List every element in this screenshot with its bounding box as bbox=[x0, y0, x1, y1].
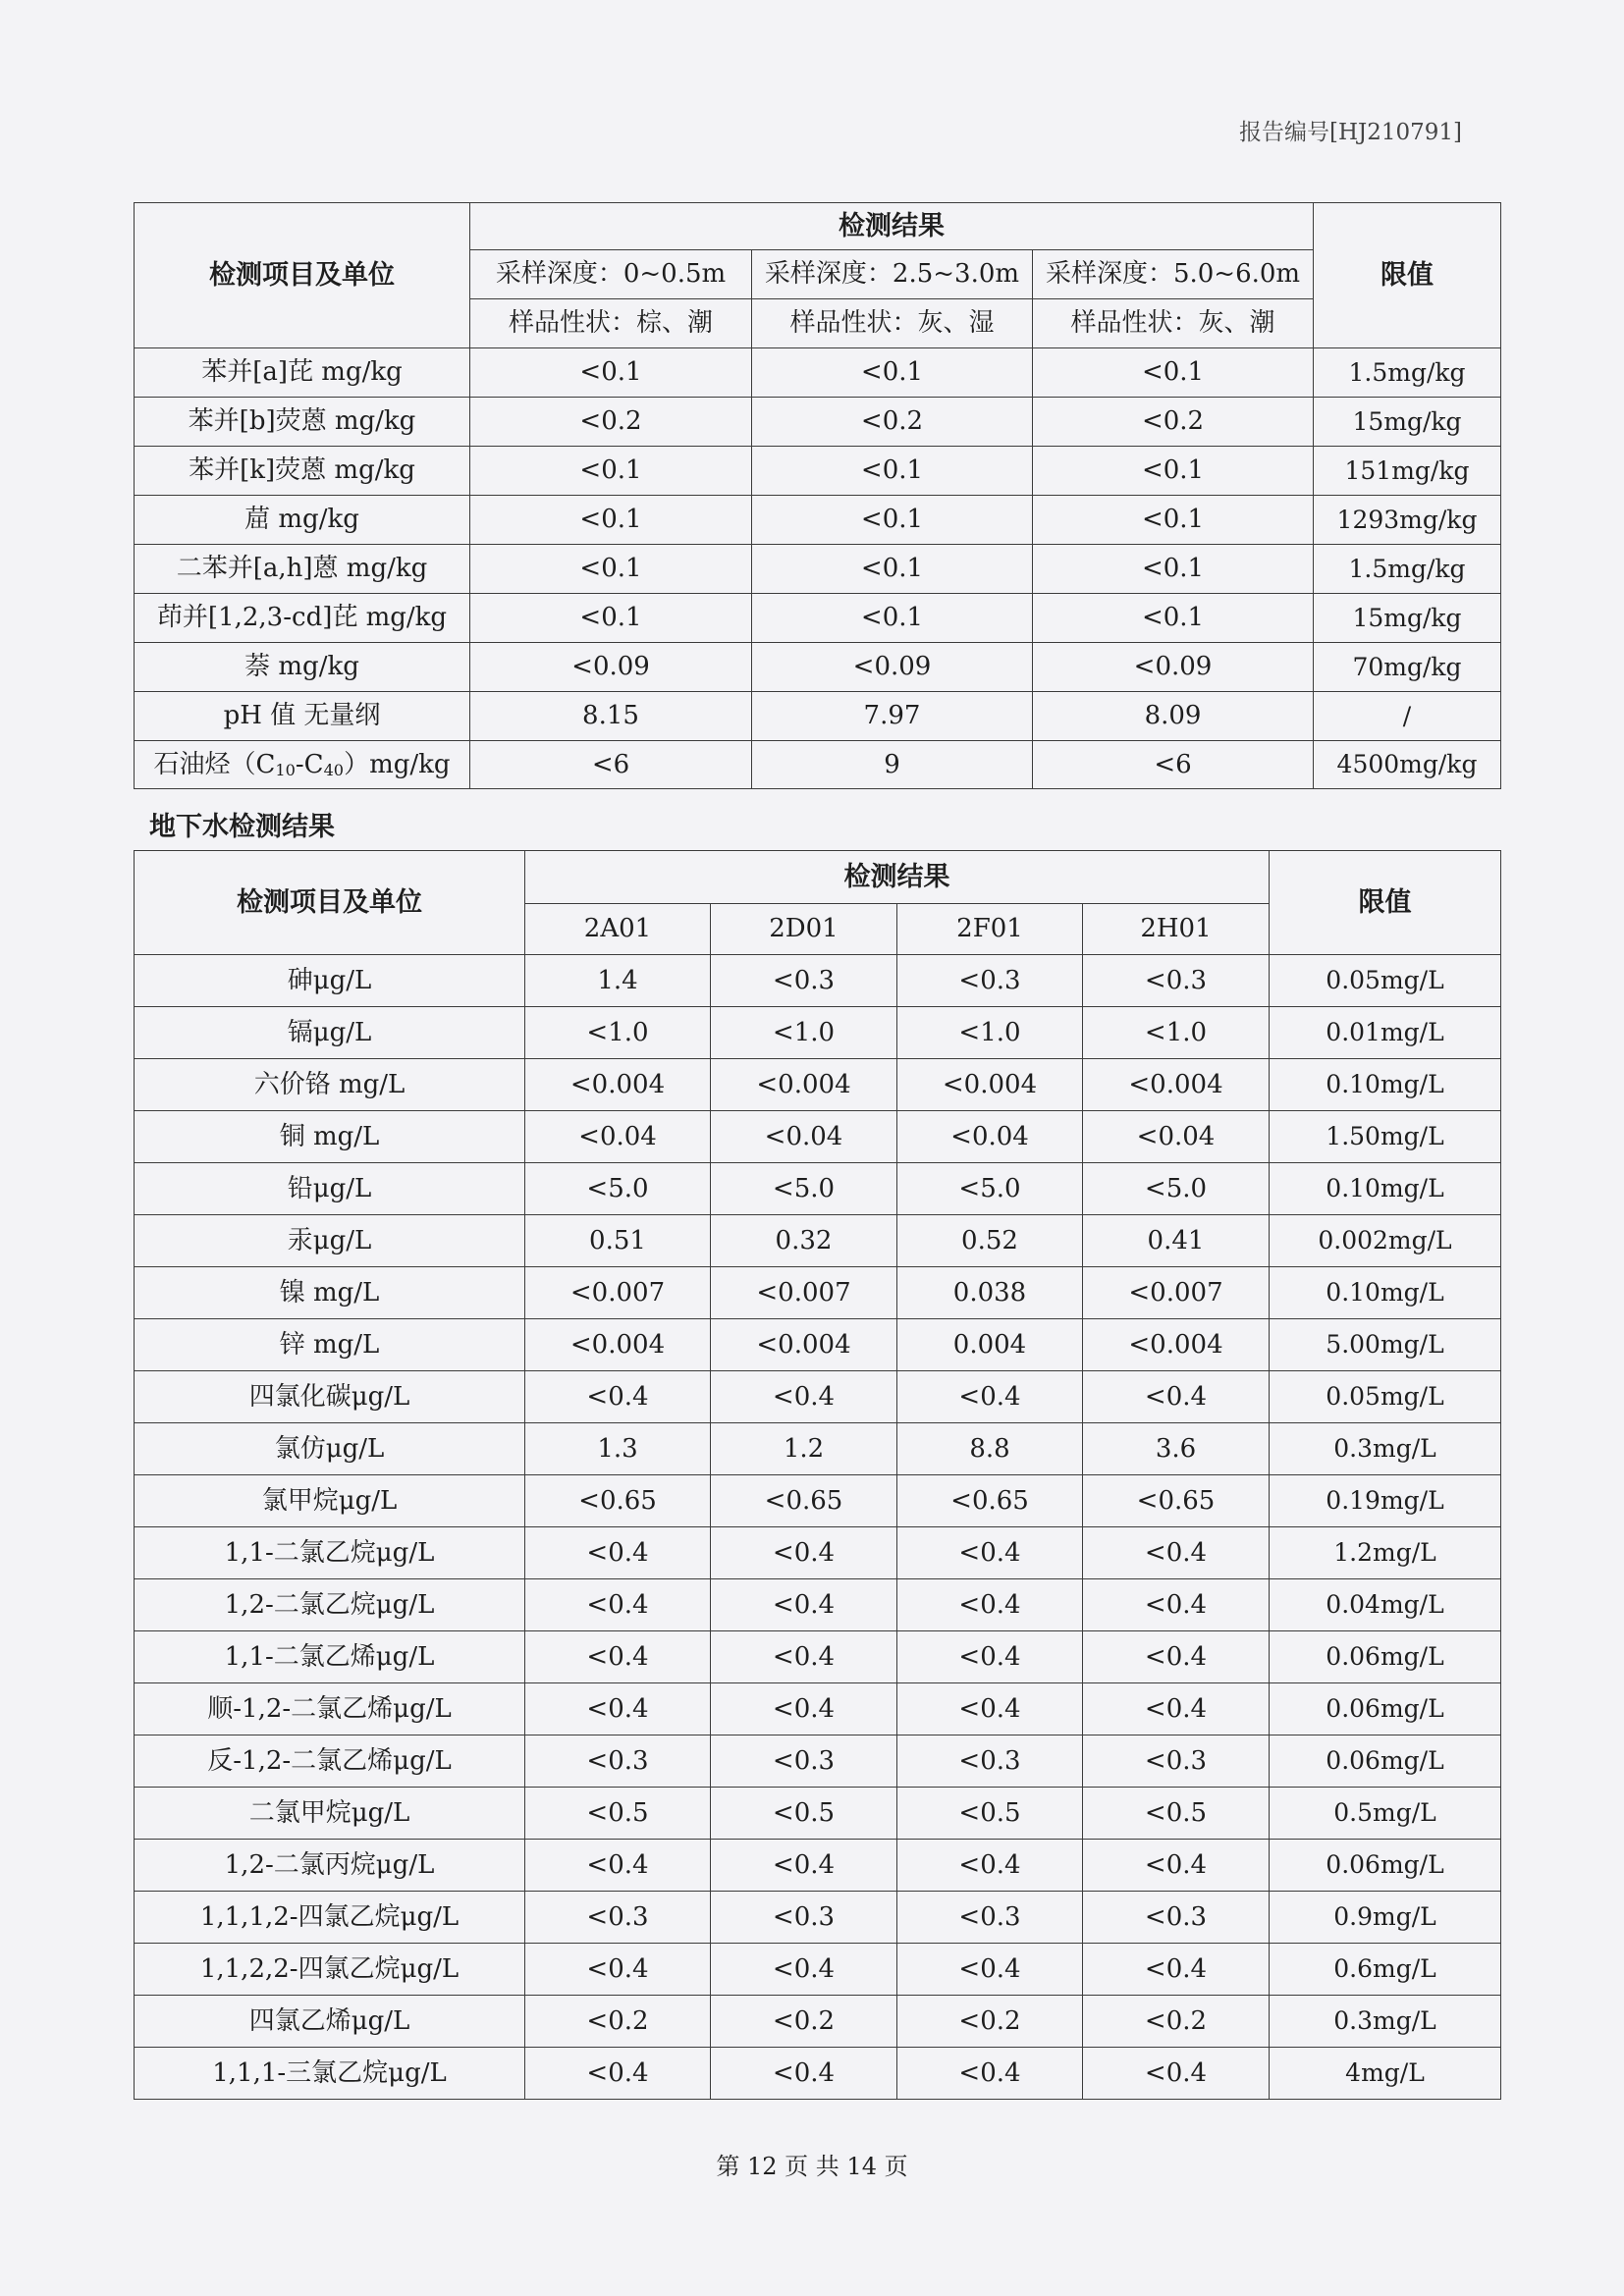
value-cell: <0.4 bbox=[711, 1944, 897, 1996]
sample-state-cell: 样品性状：棕、潮 bbox=[470, 299, 752, 348]
value-cell: 1.3 bbox=[525, 1423, 711, 1475]
value-cell: <0.1 bbox=[752, 594, 1033, 643]
table-row bbox=[135, 1059, 1501, 1111]
value-cell: <0.2 bbox=[711, 1996, 897, 2048]
value-cell: <0.3 bbox=[897, 1892, 1083, 1944]
item-cell: 1,1,2,2-四氯乙烷μg/L bbox=[135, 1944, 525, 1996]
limit-cell: 0.5mg/L bbox=[1270, 1788, 1501, 1840]
item-cell: 四氯乙烯μg/L bbox=[135, 1996, 525, 2048]
value-cell: <5.0 bbox=[711, 1163, 897, 1215]
limit-cell: 5.00mg/L bbox=[1270, 1319, 1501, 1371]
limit-cell: 1.2mg/L bbox=[1270, 1527, 1501, 1579]
limit-cell: 15mg/kg bbox=[1314, 398, 1501, 447]
value-cell: <0.65 bbox=[1083, 1475, 1270, 1527]
value-cell: <5.0 bbox=[897, 1163, 1083, 1215]
value-cell: <0.3 bbox=[897, 955, 1083, 1007]
value-cell: 8.09 bbox=[1033, 692, 1314, 741]
limit-cell: 15mg/kg bbox=[1314, 594, 1501, 643]
value-cell: <0.4 bbox=[1083, 1579, 1270, 1631]
item-cell: 镍 mg/L bbox=[135, 1267, 525, 1319]
item-cell: 1,1-二氯乙烷μg/L bbox=[135, 1527, 525, 1579]
table-row bbox=[135, 1944, 1501, 1996]
item-cell: 1,2-二氯乙烷μg/L bbox=[135, 1579, 525, 1631]
value-cell: <0.4 bbox=[525, 2048, 711, 2100]
value-cell: <1.0 bbox=[1083, 1007, 1270, 1059]
result-header: 检测结果 bbox=[525, 851, 1270, 904]
table-row bbox=[135, 692, 1501, 741]
value-cell: <0.4 bbox=[525, 1683, 711, 1735]
value-cell: 1.4 bbox=[525, 955, 711, 1007]
item-cell: 铜 mg/L bbox=[135, 1111, 525, 1163]
item-cell: 茚并[1,2,3-cd]芘 mg/kg bbox=[135, 594, 470, 643]
limit-cell: 0.19mg/L bbox=[1270, 1475, 1501, 1527]
value-cell: <0.2 bbox=[752, 398, 1033, 447]
value-cell: <0.4 bbox=[897, 2048, 1083, 2100]
value-cell: <0.1 bbox=[470, 348, 752, 398]
item-cell: 镉μg/L bbox=[135, 1007, 525, 1059]
item-cell: 铅μg/L bbox=[135, 1163, 525, 1215]
value-cell: <0.4 bbox=[711, 1840, 897, 1892]
item-unit-header: 检测项目及单位 bbox=[135, 203, 470, 348]
page-footer: 第 12 页 共 14 页 bbox=[716, 2153, 908, 2180]
value-cell: <0.007 bbox=[525, 1267, 711, 1319]
table-row bbox=[135, 955, 1501, 1007]
value-cell: <0.5 bbox=[711, 1788, 897, 1840]
item-unit-header: 检测项目及单位 bbox=[135, 851, 525, 955]
result-header: 检测结果 bbox=[470, 203, 1314, 250]
value-cell: <0.4 bbox=[1083, 1527, 1270, 1579]
value-cell: <0.2 bbox=[470, 398, 752, 447]
limit-cell: 0.06mg/L bbox=[1270, 1840, 1501, 1892]
value-cell: <0.1 bbox=[1033, 496, 1314, 545]
table-row bbox=[135, 348, 1501, 398]
item-cell: 锌 mg/L bbox=[135, 1319, 525, 1371]
value-cell: 8.8 bbox=[897, 1423, 1083, 1475]
value-cell: <0.4 bbox=[897, 1579, 1083, 1631]
item-cell: 1,1,1-三氯乙烷μg/L bbox=[135, 2048, 525, 2100]
value-cell: <0.3 bbox=[1083, 1892, 1270, 1944]
value-cell: <5.0 bbox=[525, 1163, 711, 1215]
value-cell: <0.09 bbox=[1033, 643, 1314, 692]
value-cell: <0.3 bbox=[711, 1735, 897, 1788]
table-row bbox=[135, 447, 1501, 496]
limit-cell: 0.3mg/L bbox=[1270, 1423, 1501, 1475]
groundwater-results-table bbox=[134, 850, 1501, 2100]
value-cell: 3.6 bbox=[1083, 1423, 1270, 1475]
item-cell: 1,1,1,2-四氯乙烷μg/L bbox=[135, 1892, 525, 1944]
limit-cell: 0.9mg/L bbox=[1270, 1892, 1501, 1944]
tph-label-pre: 石油烃（C bbox=[153, 749, 276, 779]
tph-carbon-end: 40 bbox=[323, 760, 345, 779]
table-row bbox=[135, 1892, 1501, 1944]
table-row bbox=[135, 1840, 1501, 1892]
item-cell: 砷μg/L bbox=[135, 955, 525, 1007]
table-row bbox=[135, 496, 1501, 545]
value-cell: 1.2 bbox=[711, 1423, 897, 1475]
value-cell: <0.1 bbox=[1033, 348, 1314, 398]
value-cell: <0.1 bbox=[470, 545, 752, 594]
table-row bbox=[135, 1683, 1501, 1735]
value-cell: <0.5 bbox=[1083, 1788, 1270, 1840]
item-cell: 二氯甲烷μg/L bbox=[135, 1788, 525, 1840]
value-cell: <0.004 bbox=[711, 1319, 897, 1371]
limit-header: 限值 bbox=[1314, 203, 1501, 348]
value-cell: <0.4 bbox=[1083, 1371, 1270, 1423]
value-cell: <0.4 bbox=[525, 1631, 711, 1683]
limit-cell: 0.6mg/L bbox=[1270, 1944, 1501, 1996]
limit-cell: 0.002mg/L bbox=[1270, 1215, 1501, 1267]
value-cell: <0.1 bbox=[1033, 545, 1314, 594]
limit-cell: / bbox=[1314, 692, 1501, 741]
value-cell: <0.09 bbox=[470, 643, 752, 692]
soil-results-table bbox=[134, 202, 1501, 789]
table-row bbox=[135, 1215, 1501, 1267]
value-cell: <0.04 bbox=[525, 1111, 711, 1163]
value-cell: 0.004 bbox=[897, 1319, 1083, 1371]
item-cell: 䓛 mg/kg bbox=[135, 496, 470, 545]
value-cell: <0.2 bbox=[1083, 1996, 1270, 2048]
table-row bbox=[135, 1735, 1501, 1788]
value-cell: <0.04 bbox=[1083, 1111, 1270, 1163]
value-cell: <1.0 bbox=[897, 1007, 1083, 1059]
value-cell: <0.4 bbox=[897, 1371, 1083, 1423]
value-cell: <0.2 bbox=[1033, 398, 1314, 447]
value-cell: <0.4 bbox=[1083, 1944, 1270, 1996]
item-cell: 氯仿μg/L bbox=[135, 1423, 525, 1475]
value-cell: 9 bbox=[752, 741, 1033, 789]
limit-cell: 1.5mg/kg bbox=[1314, 545, 1501, 594]
tph-label-mid: -C bbox=[295, 749, 324, 779]
item-cell: 四氯化碳μg/L bbox=[135, 1371, 525, 1423]
value-cell: <0.4 bbox=[525, 1371, 711, 1423]
limit-cell: 0.10mg/L bbox=[1270, 1059, 1501, 1111]
limit-cell: 0.06mg/L bbox=[1270, 1631, 1501, 1683]
table-row bbox=[135, 1788, 1501, 1840]
value-cell: <0.004 bbox=[525, 1319, 711, 1371]
value-cell: <0.1 bbox=[752, 496, 1033, 545]
value-cell: <0.004 bbox=[1083, 1319, 1270, 1371]
value-cell: <6 bbox=[1033, 741, 1314, 789]
value-cell: <0.65 bbox=[897, 1475, 1083, 1527]
value-cell: 0.41 bbox=[1083, 1215, 1270, 1267]
table-row bbox=[135, 2048, 1501, 2100]
value-cell: 0.038 bbox=[897, 1267, 1083, 1319]
value-cell: <0.4 bbox=[711, 1527, 897, 1579]
limit-cell: 1.5mg/kg bbox=[1314, 348, 1501, 398]
value-cell: <0.4 bbox=[897, 1527, 1083, 1579]
value-cell: <0.4 bbox=[897, 1631, 1083, 1683]
table-row bbox=[135, 1163, 1501, 1215]
table-row bbox=[135, 1319, 1501, 1371]
limit-cell: 4500mg/kg bbox=[1314, 741, 1501, 789]
value-cell: <0.09 bbox=[752, 643, 1033, 692]
table-row bbox=[135, 1007, 1501, 1059]
limit-cell: 1.50mg/L bbox=[1270, 1111, 1501, 1163]
value-cell: <0.4 bbox=[711, 1579, 897, 1631]
value-cell: <0.2 bbox=[525, 1996, 711, 2048]
table-row bbox=[135, 1423, 1501, 1475]
value-cell: <0.4 bbox=[897, 1840, 1083, 1892]
item-cell bbox=[135, 741, 470, 789]
table-row bbox=[135, 1111, 1501, 1163]
value-cell: <0.4 bbox=[711, 1631, 897, 1683]
value-cell: 0.52 bbox=[897, 1215, 1083, 1267]
sample-state-cell: 样品性状：灰、湿 bbox=[752, 299, 1033, 348]
sampling-depth-cell: 采样深度：0~0.5m bbox=[470, 250, 752, 299]
table-row bbox=[135, 1267, 1501, 1319]
tph-label-post: ）mg/kg bbox=[344, 749, 451, 779]
value-cell: <0.007 bbox=[711, 1267, 897, 1319]
value-cell: <0.4 bbox=[525, 1840, 711, 1892]
sample-state-cell: 样品性状：灰、潮 bbox=[1033, 299, 1314, 348]
value-cell: <0.3 bbox=[711, 1892, 897, 1944]
value-cell: <0.007 bbox=[1083, 1267, 1270, 1319]
item-cell: 二苯并[a,h]蒽 mg/kg bbox=[135, 545, 470, 594]
value-cell: <0.3 bbox=[711, 955, 897, 1007]
limit-header: 限值 bbox=[1270, 851, 1501, 955]
table-row bbox=[135, 643, 1501, 692]
value-cell: <0.3 bbox=[1083, 955, 1270, 1007]
limit-cell: 0.10mg/L bbox=[1270, 1267, 1501, 1319]
item-cell: 六价铬 mg/L bbox=[135, 1059, 525, 1111]
item-cell: 1,2-二氯丙烷μg/L bbox=[135, 1840, 525, 1892]
item-cell: 1,1-二氯乙烯μg/L bbox=[135, 1631, 525, 1683]
item-cell: 顺-1,2-二氯乙烯μg/L bbox=[135, 1683, 525, 1735]
table-row bbox=[135, 594, 1501, 643]
value-cell: <0.1 bbox=[752, 348, 1033, 398]
value-cell: <0.4 bbox=[1083, 1631, 1270, 1683]
value-cell: <0.4 bbox=[1083, 1840, 1270, 1892]
value-cell: <0.3 bbox=[897, 1735, 1083, 1788]
value-cell: <0.3 bbox=[1083, 1735, 1270, 1788]
value-cell: <0.2 bbox=[897, 1996, 1083, 2048]
item-cell: 反-1,2-二氯乙烯μg/L bbox=[135, 1735, 525, 1788]
table-row bbox=[135, 1475, 1501, 1527]
value-cell: <0.1 bbox=[752, 447, 1033, 496]
table-row bbox=[135, 398, 1501, 447]
sampling-depth-cell: 采样深度：5.0~6.0m bbox=[1033, 250, 1314, 299]
value-cell: <0.004 bbox=[525, 1059, 711, 1111]
table-row bbox=[135, 1996, 1501, 2048]
value-cell: <0.4 bbox=[1083, 1683, 1270, 1735]
value-cell: <1.0 bbox=[711, 1007, 897, 1059]
value-cell: <0.4 bbox=[525, 1944, 711, 1996]
value-cell: <5.0 bbox=[1083, 1163, 1270, 1215]
value-cell: <0.004 bbox=[1083, 1059, 1270, 1111]
value-cell: <0.4 bbox=[711, 1683, 897, 1735]
value-cell: <0.3 bbox=[525, 1735, 711, 1788]
item-cell: 苯并[b]荧蒽 mg/kg bbox=[135, 398, 470, 447]
limit-cell: 70mg/kg bbox=[1314, 643, 1501, 692]
value-cell: 8.15 bbox=[470, 692, 752, 741]
sample-id-cell: 2H01 bbox=[1083, 904, 1270, 955]
value-cell: <0.65 bbox=[525, 1475, 711, 1527]
value-cell: <0.004 bbox=[711, 1059, 897, 1111]
value-cell: <0.4 bbox=[711, 2048, 897, 2100]
item-cell: 苯并[a]芘 mg/kg bbox=[135, 348, 470, 398]
value-cell: <0.4 bbox=[1083, 2048, 1270, 2100]
value-cell: <0.1 bbox=[470, 594, 752, 643]
limit-cell: 0.05mg/L bbox=[1270, 955, 1501, 1007]
limit-cell: 151mg/kg bbox=[1314, 447, 1501, 496]
sampling-depth-cell: 采样深度：2.5~3.0m bbox=[752, 250, 1033, 299]
value-cell: <0.1 bbox=[470, 447, 752, 496]
value-cell: <0.1 bbox=[1033, 447, 1314, 496]
value-cell: <0.65 bbox=[711, 1475, 897, 1527]
sample-id-cell: 2A01 bbox=[525, 904, 711, 955]
item-cell: pH 值 无量纲 bbox=[135, 692, 470, 741]
report-number: 报告编号[HJ210791] bbox=[1239, 120, 1463, 145]
value-cell: <0.1 bbox=[470, 496, 752, 545]
item-cell: 氯甲烷μg/L bbox=[135, 1475, 525, 1527]
sample-id-cell: 2D01 bbox=[711, 904, 897, 955]
value-cell: <0.4 bbox=[897, 1944, 1083, 1996]
value-cell: 0.51 bbox=[525, 1215, 711, 1267]
limit-cell: 0.01mg/L bbox=[1270, 1007, 1501, 1059]
value-cell: <6 bbox=[470, 741, 752, 789]
table-row bbox=[135, 1371, 1501, 1423]
table-row bbox=[135, 545, 1501, 594]
value-cell: <0.3 bbox=[525, 1892, 711, 1944]
value-cell: <0.004 bbox=[897, 1059, 1083, 1111]
limit-cell: 4mg/L bbox=[1270, 2048, 1501, 2100]
value-cell: <0.5 bbox=[897, 1788, 1083, 1840]
table-row bbox=[135, 1527, 1501, 1579]
sample-id-cell: 2F01 bbox=[897, 904, 1083, 955]
value-cell: <0.5 bbox=[525, 1788, 711, 1840]
item-cell: 苯并[k]荧蒽 mg/kg bbox=[135, 447, 470, 496]
value-cell: 7.97 bbox=[752, 692, 1033, 741]
limit-cell: 0.04mg/L bbox=[1270, 1579, 1501, 1631]
value-cell: <0.04 bbox=[711, 1111, 897, 1163]
limit-cell: 0.06mg/L bbox=[1270, 1683, 1501, 1735]
item-cell: 汞μg/L bbox=[135, 1215, 525, 1267]
value-cell: <1.0 bbox=[525, 1007, 711, 1059]
limit-cell: 0.05mg/L bbox=[1270, 1371, 1501, 1423]
limit-cell: 0.06mg/L bbox=[1270, 1735, 1501, 1788]
groundwater-section-title: 地下水检测结果 bbox=[149, 812, 335, 842]
table-row bbox=[135, 1631, 1501, 1683]
value-cell: <0.4 bbox=[525, 1579, 711, 1631]
value-cell: <0.4 bbox=[525, 1527, 711, 1579]
item-cell: 萘 mg/kg bbox=[135, 643, 470, 692]
limit-cell: 0.3mg/L bbox=[1270, 1996, 1501, 2048]
value-cell: <0.4 bbox=[711, 1371, 897, 1423]
limit-cell: 1293mg/kg bbox=[1314, 496, 1501, 545]
tph-carbon-start: 10 bbox=[275, 760, 296, 779]
limit-cell: 0.10mg/L bbox=[1270, 1163, 1501, 1215]
value-cell: <0.04 bbox=[897, 1111, 1083, 1163]
table-row bbox=[135, 1579, 1501, 1631]
value-cell: 0.32 bbox=[711, 1215, 897, 1267]
value-cell: <0.4 bbox=[897, 1683, 1083, 1735]
value-cell: <0.1 bbox=[752, 545, 1033, 594]
value-cell: <0.1 bbox=[1033, 594, 1314, 643]
